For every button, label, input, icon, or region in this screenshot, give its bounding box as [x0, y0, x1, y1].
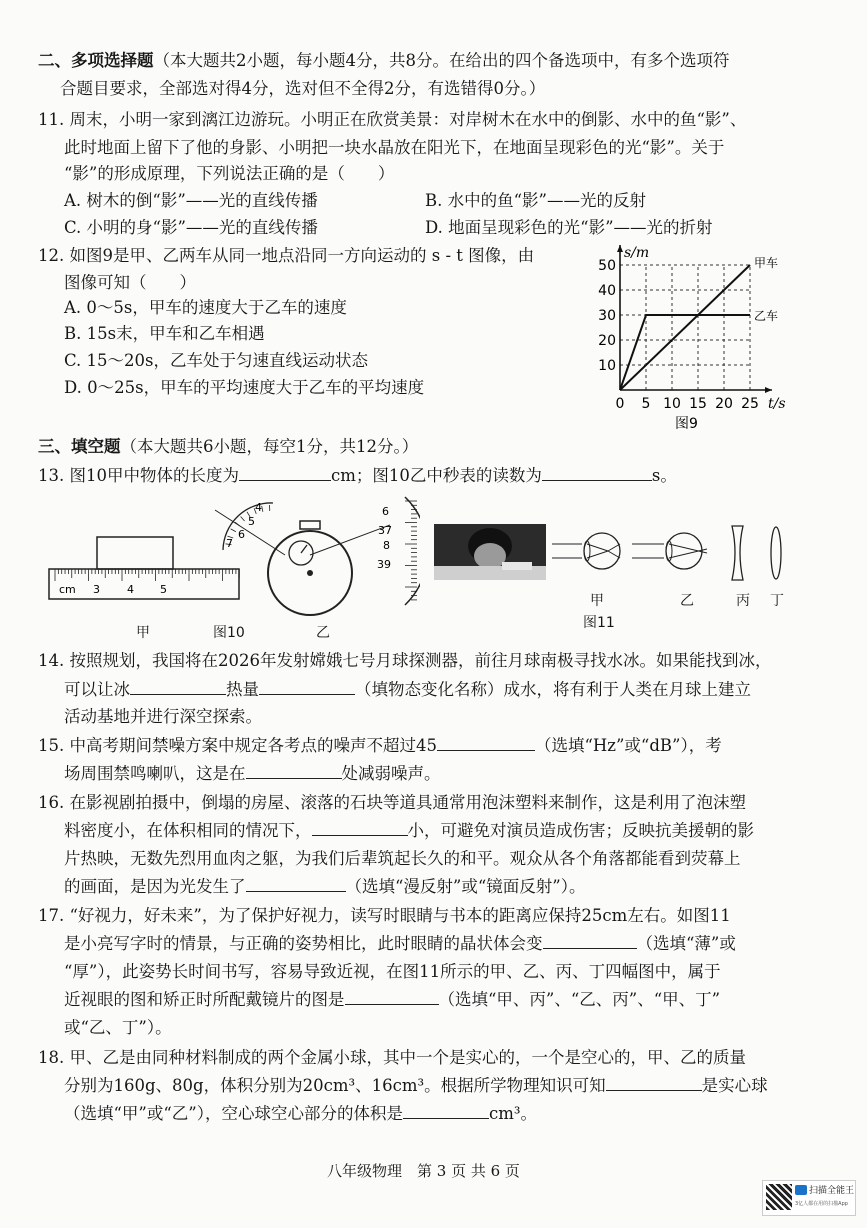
q13-stem: [38, 465, 677, 487]
q15-text-1: 15. 中高考期间禁噪方案中规定各考点的噪声不超过45: [38, 736, 437, 755]
q11-option-d: D. 地面呈现彩色的光“影”——光的折射: [425, 218, 713, 237]
q17-text-3: 近视眼的图和矫正时所配戴镜片的图是: [64, 990, 345, 1009]
q14-stem-1: 14. 按照规划，我国将在2026年发射嫦娥七号月球探测器，前往月球南极寻找水冰。如果能找到冰，: [38, 651, 772, 670]
figure11-caption: 图11: [583, 615, 615, 631]
q15-blank-place[interactable]: [246, 764, 342, 779]
q14-blank-2[interactable]: [259, 680, 355, 695]
seconds-scale-37: 37: [378, 524, 392, 537]
qr-code-icon: [766, 1184, 792, 1210]
q12-stem-2: 图像可知（ ）: [64, 273, 196, 292]
chart-series-label-yi: 乙车: [754, 309, 779, 323]
chart-x-tick-label: 0: [615, 396, 625, 412]
figure11-label-yi: 乙: [680, 593, 694, 609]
q14-text-3: （填物态变化名称）成水，将有利于人类在月球上建立: [355, 680, 751, 699]
minute-dial-tick: [231, 529, 236, 532]
chart-y-tick-label: 30: [598, 308, 616, 324]
figure10-caption: 图10: [213, 625, 245, 641]
figure11-label-jia: 甲: [590, 593, 604, 609]
chart-series-line-jia: [620, 265, 750, 390]
minute-dial-4: 4: [255, 501, 262, 514]
stopwatch-crown: [300, 521, 320, 529]
q17-stem-1: 17. “好视力，好未来”，为了保护好视力，读写时眼睛与书本的距离应保持25cm左右。如图11: [38, 906, 731, 925]
ruler: [49, 569, 239, 599]
q14-text-1: 可以让冰: [64, 680, 130, 699]
q16-text-4: （选填“漫反射”或“镜面反射”）。: [345, 877, 586, 896]
scanner-watermark: [762, 1180, 856, 1216]
q17-blank-2[interactable]: [345, 990, 439, 1005]
q17-text-2: （选填“薄”或: [636, 934, 736, 953]
q17-stem-5: 或“乙、丁”）。: [64, 1018, 172, 1037]
q17-text-4: （选填“甲、丙”、“乙、丙”、“甲、丁”: [438, 990, 721, 1009]
figure10-label-b: 乙: [316, 625, 330, 641]
chart-caption: 图9: [675, 416, 698, 430]
q18-blank-2[interactable]: [403, 1104, 489, 1119]
ruler-drawing: [49, 537, 239, 599]
q18-stem-2: [64, 1075, 768, 1097]
chart-y-tick-label: 10: [598, 358, 616, 374]
section3-instructions: （本大题共6小题，每空1分，共12分。）: [120, 437, 419, 456]
q15-stem-1: [38, 735, 722, 757]
q18-text-2: 是实心球: [701, 1076, 768, 1095]
minute-dial-tick: [235, 522, 240, 526]
minute-dial-6: 6: [238, 528, 245, 541]
q12-option-d: D. 0～25s，甲车的平均速度大于乙车的平均速度: [64, 378, 425, 397]
q12-stem-1: 12. 如图9是甲、乙两车从同一地点沿同一方向运动的 s - t 图像，由: [38, 246, 535, 265]
q17-stem-4: [64, 989, 720, 1011]
q11-option-c: C. 小明的身“影”——光的直线传播: [64, 218, 318, 237]
q16-stem-4: [64, 876, 586, 898]
q17-stem-3: “厚”），此姿势长时间书写，容易导致近视，在图11所示的甲、乙、丙、丁四幅图中，属于: [64, 962, 721, 981]
q13-text-2: cm；图10乙中秒表的读数为: [330, 466, 542, 485]
ruler-tick-3: 3: [93, 583, 100, 596]
minute-dial-7: 7: [226, 537, 233, 550]
ruler-tick-4: 4: [127, 583, 134, 596]
q14-text-2: 热量: [226, 680, 259, 699]
q18-text-3: （选填“甲”或“乙”），空心球空心部分的体积是: [64, 1104, 403, 1123]
q11-stem-2: 此时地面上留下了他的身影、小明把一块水晶放在阳光下，在地面呈现彩色的光“影”。关于: [64, 138, 725, 157]
seconds-scale-zoom: [405, 497, 420, 605]
st-graph-figure9: [592, 240, 817, 430]
section3-header: [38, 436, 418, 458]
figure10: [45, 495, 420, 640]
minute-dial-tick: [241, 516, 245, 521]
scanner-brand: 扫描全能王: [809, 1186, 855, 1196]
section2-instructions: （本大题共2小题，每小题4分，共8分。在给出的四个备选项中，有多个选项符: [153, 51, 730, 70]
q16-text-2: 小，可避免对演员造成伤害；反映抗美援朝的影: [407, 821, 754, 840]
q16-text-1: 料密度小，在体积相同的情况下，: [64, 821, 312, 840]
q12-option-a: A. 0～5s，甲车的速度大于乙车的速度: [64, 298, 347, 317]
seconds-scale-39: 39: [377, 558, 391, 571]
photo-student-writing: [434, 524, 546, 580]
q16-text-3: 的画面，是因为光发生了: [64, 877, 246, 896]
figure11-label-bing: 丙: [736, 593, 750, 609]
section2-header: [38, 50, 730, 72]
chart-x-tick-label: 5: [641, 396, 651, 412]
eye-diagram-jia: [552, 533, 620, 569]
q15-blank-unit[interactable]: [437, 736, 535, 751]
q13-blank-stopwatch[interactable]: [542, 466, 652, 481]
concave-lens-bing: [732, 526, 743, 580]
chart-x-tick-label: 20: [715, 396, 733, 412]
q16-blank-1[interactable]: [312, 821, 408, 836]
figure10-label-a: 甲: [136, 625, 150, 641]
q15-text-4: 处减弱噪声。: [341, 764, 441, 783]
chart-y-tick-label: 50: [598, 258, 616, 274]
seconds-scale-6: 6: [382, 505, 389, 518]
q15-text-2: （选填“Hz”或“dB”），考: [534, 736, 722, 755]
q16-stem-2: [64, 820, 754, 842]
cs-logo-icon: [795, 1185, 807, 1195]
q14-blank-1[interactable]: [130, 680, 226, 695]
q11-option-b: B. 水中的鱼“影”——光的反射: [425, 191, 646, 210]
seconds-scale-8: 8: [383, 539, 390, 552]
chart-x-axis-label: t/s: [768, 396, 786, 412]
q11-stem-1: 11. 周末，小明一家到漓江边游玩。小明正在欣赏美景：对岸树木在水中的倒影、水中的鱼“影”、: [38, 110, 747, 129]
page-footer: 八年级物理 第 3 页 共 6 页: [327, 1162, 520, 1180]
q16-stem-3: 片热映，无数先烈用血肉之躯，为我们后辈筑起长久的和平。观众从各个角落都能看到荧幕上: [64, 849, 741, 868]
q11-option-a: A. 树木的倒“影”——光的直线传播: [64, 191, 318, 210]
chart-x-arrow: [765, 387, 772, 393]
q15-stem-2: [64, 763, 441, 785]
q12-option-b: B. 15s末，甲车和乙车相遇: [64, 324, 265, 343]
scanner-tagline: 3亿人都在用的扫描App: [795, 1201, 848, 1207]
chart-y-tick-label: 40: [598, 283, 616, 299]
convex-lens-ding: [771, 527, 781, 579]
q18-stem-1: 18. 甲、乙是由同种材料制成的两个金属小球，其中一个是实心的，一个是空心的，甲、乙的质量: [38, 1048, 746, 1067]
q14-stem-2: [64, 679, 751, 701]
q13-blank-length[interactable]: [239, 466, 331, 481]
chart-series-label-jia: 甲车: [754, 256, 779, 270]
section3-title: 三、填空题: [38, 437, 121, 456]
q13-text-3: s。: [651, 466, 677, 485]
ruler-tick-5: 5: [160, 583, 167, 596]
q13-text-1: 13. 图10甲中物体的长度为: [38, 466, 239, 485]
q16-stem-1: 16. 在影视剧拍摄中，倒塌的房屋、滚落的石块等道具通常用泡沫塑料来制作，这是利用了泡沫塑: [38, 793, 746, 812]
chart-y-tick-label: 20: [598, 333, 616, 349]
q17-text-1: 是小亮写字时的情景，与正确的姿势相比，此时眼睛的晶状体会变: [64, 934, 543, 953]
q17-blank-1[interactable]: [543, 934, 637, 949]
chart-x-tick-label: 25: [741, 396, 759, 412]
section2-instructions-2: 合题目要求，全部选对得4分，选对但不全得2分，有选错得0分。）: [60, 79, 546, 98]
q18-stem-3: [64, 1103, 537, 1125]
stopwatch-drawing: [215, 497, 420, 615]
section2-title: 二、多项选择题: [38, 51, 154, 70]
q18-text-4: cm³。: [489, 1104, 538, 1123]
q18-blank-1[interactable]: [606, 1076, 702, 1091]
figure11-label-ding: 丁: [770, 593, 784, 609]
q17-stem-2: [64, 933, 736, 955]
ruler-unit: cm: [59, 583, 76, 596]
chart-y-arrow: [617, 245, 623, 252]
chart-x-tick-label: 10: [663, 396, 681, 412]
q18-text-1: 分别为160g、80g，体积分别为20cm³、16cm³。根据所学物理知识可知: [64, 1076, 606, 1095]
q15-text-3: 场周围禁鸣喇叭，这是在: [64, 764, 246, 783]
q14-stem-3: 活动基地并进行深空探索。: [64, 707, 262, 726]
minute-dial-5: 5: [248, 515, 255, 528]
measured-object: [97, 537, 173, 569]
chart-y-axis-label: s/m: [624, 245, 650, 261]
q12-option-c: C. 15～20s，乙车处于匀速直线运动状态: [64, 351, 368, 370]
q11-stem-3: “影”的形成原理，下列说法正确的是（ ）: [64, 164, 395, 183]
eye-diagram-yi: [632, 533, 707, 569]
chart-x-tick-label: 15: [689, 396, 707, 412]
q16-blank-2[interactable]: [246, 877, 346, 892]
